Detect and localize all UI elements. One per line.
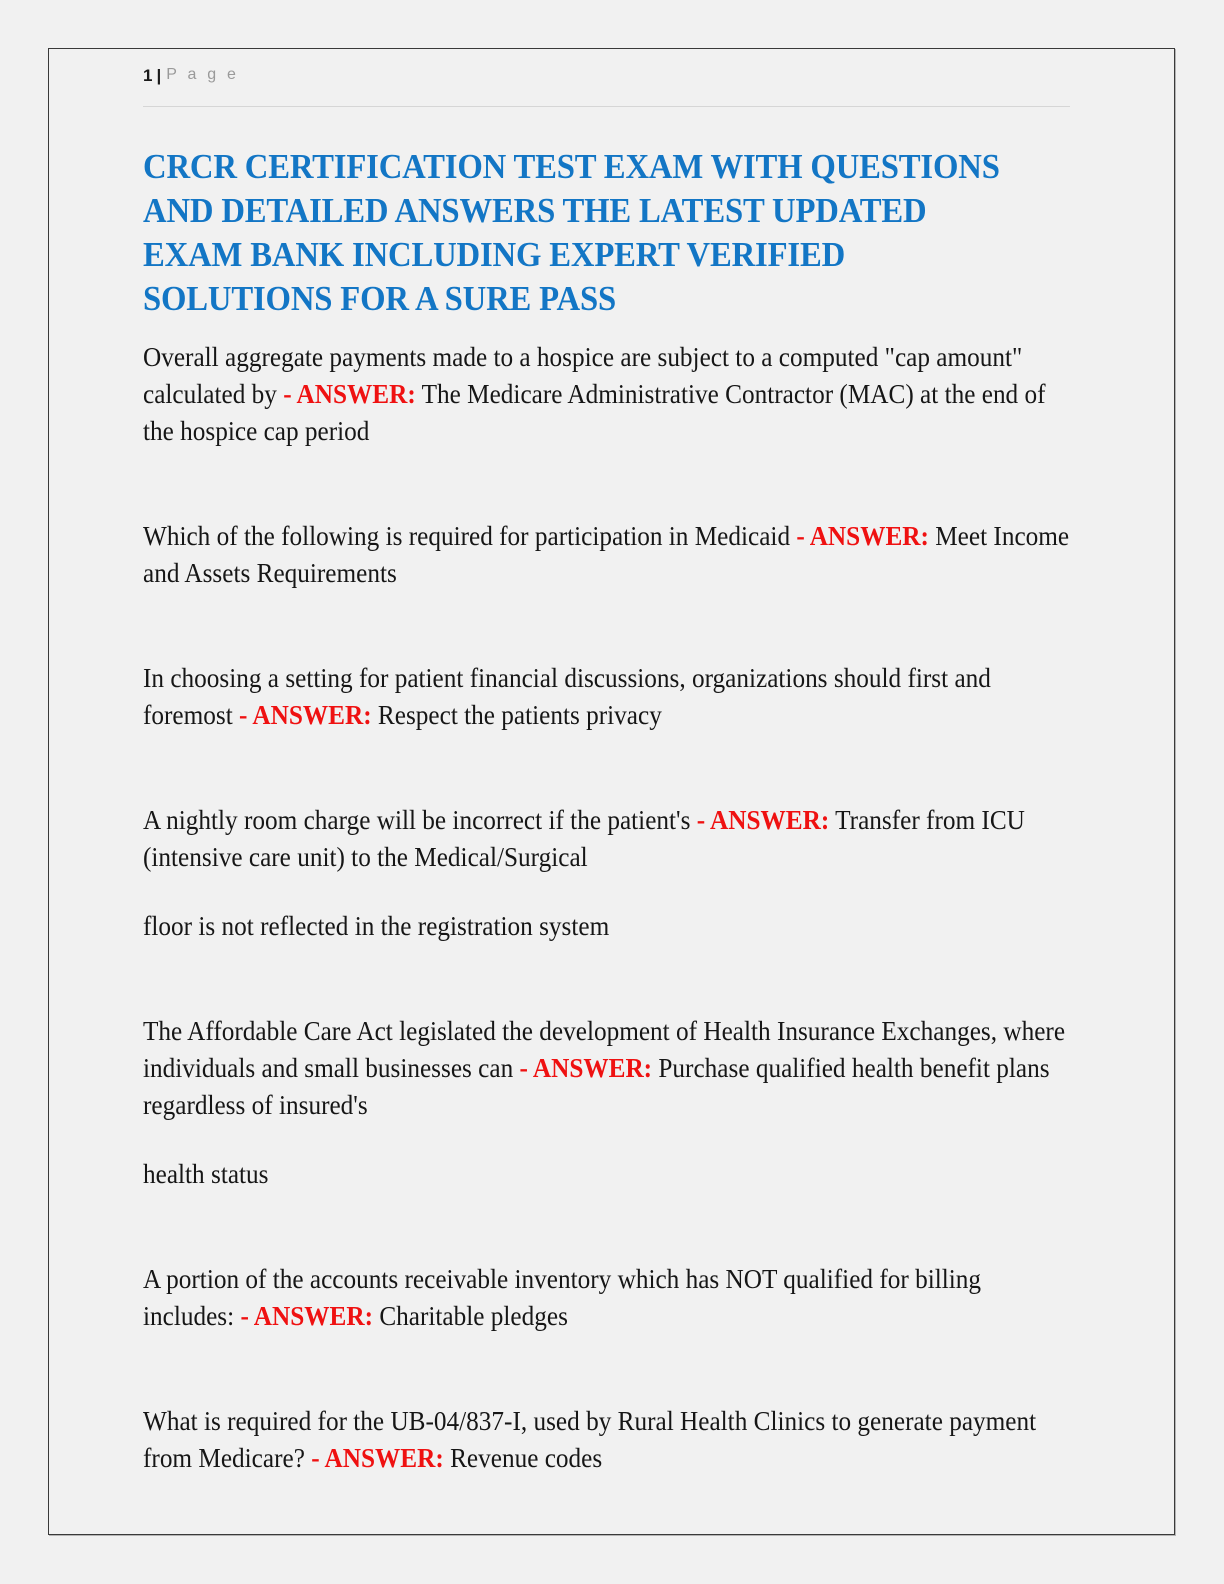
page-word-label: P a g e bbox=[166, 66, 240, 83]
answer-text: Transfer from ICU (intensive care unit) to the Medical/Surgical bbox=[143, 805, 1025, 872]
question-text: Which of the following is required for participation in Medicaid bbox=[143, 521, 797, 551]
question-text: What is required for the UB-04/837-I, used by Rural Health Clinics to generate payment from Medicare? bbox=[143, 1406, 1037, 1473]
answer-tag: - ANSWER: bbox=[239, 700, 372, 730]
qa-question-answer-line bbox=[143, 1013, 1071, 1124]
answer-text: Respect the patients privacy bbox=[371, 700, 662, 730]
qa-block bbox=[143, 660, 1071, 734]
question-text: Overall aggregate payments made to a hospice are subject to a computed "cap amount" calculated by bbox=[143, 342, 1023, 409]
answer-tag: - ANSWER: bbox=[240, 1301, 374, 1331]
page-number: 1 bbox=[143, 66, 153, 85]
qa-question-answer-line bbox=[143, 339, 1071, 450]
qa-question-answer-line bbox=[143, 1403, 1071, 1477]
question-text: The Affordable Care Act legislated the development of Health Insurance Exchanges, where individuals and small businesses can bbox=[143, 1016, 1066, 1083]
answer-text: Charitable pledges bbox=[373, 1301, 568, 1331]
qa-question-answer-line bbox=[143, 802, 1071, 876]
qa-question-answer-line bbox=[143, 518, 1071, 592]
qa-question-answer-line bbox=[143, 1261, 1071, 1335]
qa-block bbox=[143, 339, 1071, 450]
qa-block bbox=[143, 518, 1071, 592]
page-content-area bbox=[143, 63, 1070, 1477]
answer-text: Purchase qualified health benefit plans regardless of insured's bbox=[143, 1053, 1050, 1120]
answer-text: Meet Income and Assets Requirements bbox=[143, 521, 1070, 588]
answer-tag: - ANSWER: bbox=[283, 379, 416, 409]
answer-text: Revenue codes bbox=[443, 1443, 603, 1473]
qa-block bbox=[143, 802, 1071, 945]
header-separator: | bbox=[156, 66, 162, 85]
qa-block bbox=[143, 1261, 1071, 1335]
qa-continuation-line: floor is not reflected in the registration system bbox=[143, 911, 610, 941]
document-page bbox=[48, 48, 1175, 1535]
question-text: In choosing a setting for patient financial discussions, organizations should first and foremost bbox=[143, 663, 991, 730]
running-header bbox=[143, 63, 1070, 107]
page-title: CRCR CERTIFICATION TEST EXAM WITH QUESTIONS AND DETAILED ANSWERS THE LATEST UPDATED EXAM BANK INCLUDING EXPERT VERIFIED SOLUTIONS FOR A SURE PASS bbox=[143, 147, 1000, 318]
qa-block bbox=[143, 1403, 1071, 1477]
qa-continuation-line: health status bbox=[143, 1159, 269, 1189]
qa-list bbox=[143, 321, 1070, 1477]
answer-tag: - ANSWER: bbox=[311, 1443, 444, 1473]
answer-tag: - ANSWER: bbox=[796, 521, 929, 551]
answer-tag: - ANSWER: bbox=[519, 1053, 653, 1083]
answer-tag: - ANSWER: bbox=[696, 805, 830, 835]
answer-text: The Medicare Administrative Contractor (MAC) at the end of the hospice cap period bbox=[143, 379, 1046, 446]
question-text: A nightly room charge will be incorrect if the patient's bbox=[143, 805, 697, 835]
qa-question-answer-line bbox=[143, 660, 1071, 734]
qa-block bbox=[143, 1013, 1071, 1193]
question-text: A portion of the accounts receivable inventory which has NOT qualified for billing includes: bbox=[143, 1264, 982, 1331]
